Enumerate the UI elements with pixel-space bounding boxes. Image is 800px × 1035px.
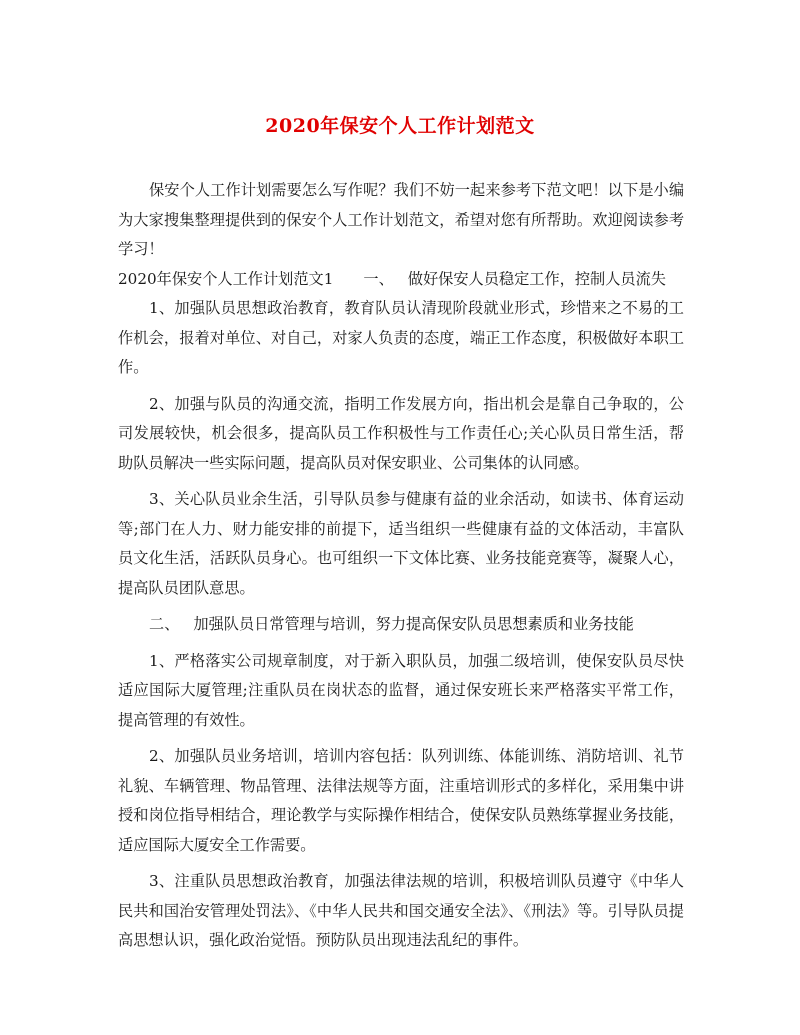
- section-one-heading: 做好保安人员稳定工作，控制人员流失: [407, 269, 666, 288]
- paragraph-2-3: 3、注重队员思想政治教育，加强法律法规的培训，积极培训队员遵守《中华人民共和国治安管理处罚法》、《中华人民共和国交通安全法》、《刑法》等。引导队员提高思想认识，强化政治觉悟。预防队员出现违法乱纪的事件。: [118, 872, 684, 949]
- section-two-line: [118, 610, 684, 640]
- section-one-number: 一、: [363, 269, 394, 288]
- paragraph-2-2: 2、加强队员业务培训，培训内容包括：队列训练、体能训练、消防培训、礼节礼貌、车辆管理、物品管理、法律法规等方面，注重培训形式的多样化，采用集中讲授和岗位指导相结合，理论教学与实际操作相结合，使保安队员熟练掌握业务技能，适应国际大厦安全工作需要。: [118, 747, 684, 854]
- section-two-number: 二、: [149, 615, 180, 633]
- section-one-line: [118, 265, 684, 295]
- document-body: [118, 176, 684, 956]
- paragraph-1-2: 2、加强与队员的沟通交流，指明工作发展方向，指出机会是靠自己争取的，公司发展较快，机会很多，提高队员工作积极性与工作责任心;关心队员日常生活，帮助队员解决一些实际问题，提高队员对保安职业、公司集体的认同感。: [118, 394, 684, 472]
- paragraph-1-1: 1、加强队员思想政治教育，教育队员认清现阶段就业形式，珍惜来之不易的工作机会，报着对单位、对自己，对家人负责的态度，端正工作态度，积极做好本职工作。: [118, 299, 684, 376]
- section-one-label: 2020年保安个人工作计划范文1: [118, 269, 334, 288]
- section-two-heading: 加强队员日常管理与培训，努力提高保安队员思想素质和业务技能: [193, 615, 634, 633]
- document-title: 2020年保安个人工作计划范文: [265, 115, 535, 137]
- intro-paragraph: 保安个人工作计划需要怎么写作呢？我们不妨一起来参考下范文吧！以下是小编为大家搜集整理提供到的保安个人工作计划范文，希望对您有所帮助。欢迎阅读参考学习！: [118, 181, 684, 258]
- paragraph-2-1: 1、严格落实公司规章制度，对于新入职队员，加强二级培训，使保安队员尽快适应国际大厦管理;注重队员在岗状态的监督，通过保安班长来严格落实平常工作，提高管理的有效性。: [118, 651, 684, 729]
- paragraph-1-3: 3、关心队员业余生活，引导队员参与健康有益的业余活动，如读书、体育运动等;部门在人力、财力能安排的前提下，适当组织一些健康有益的文体活动，丰富队员文化生活，活跃队员身心。也可组织一下文体比赛、业务技能竞赛等，凝聚人心，提高队员团队意思。: [118, 490, 684, 597]
